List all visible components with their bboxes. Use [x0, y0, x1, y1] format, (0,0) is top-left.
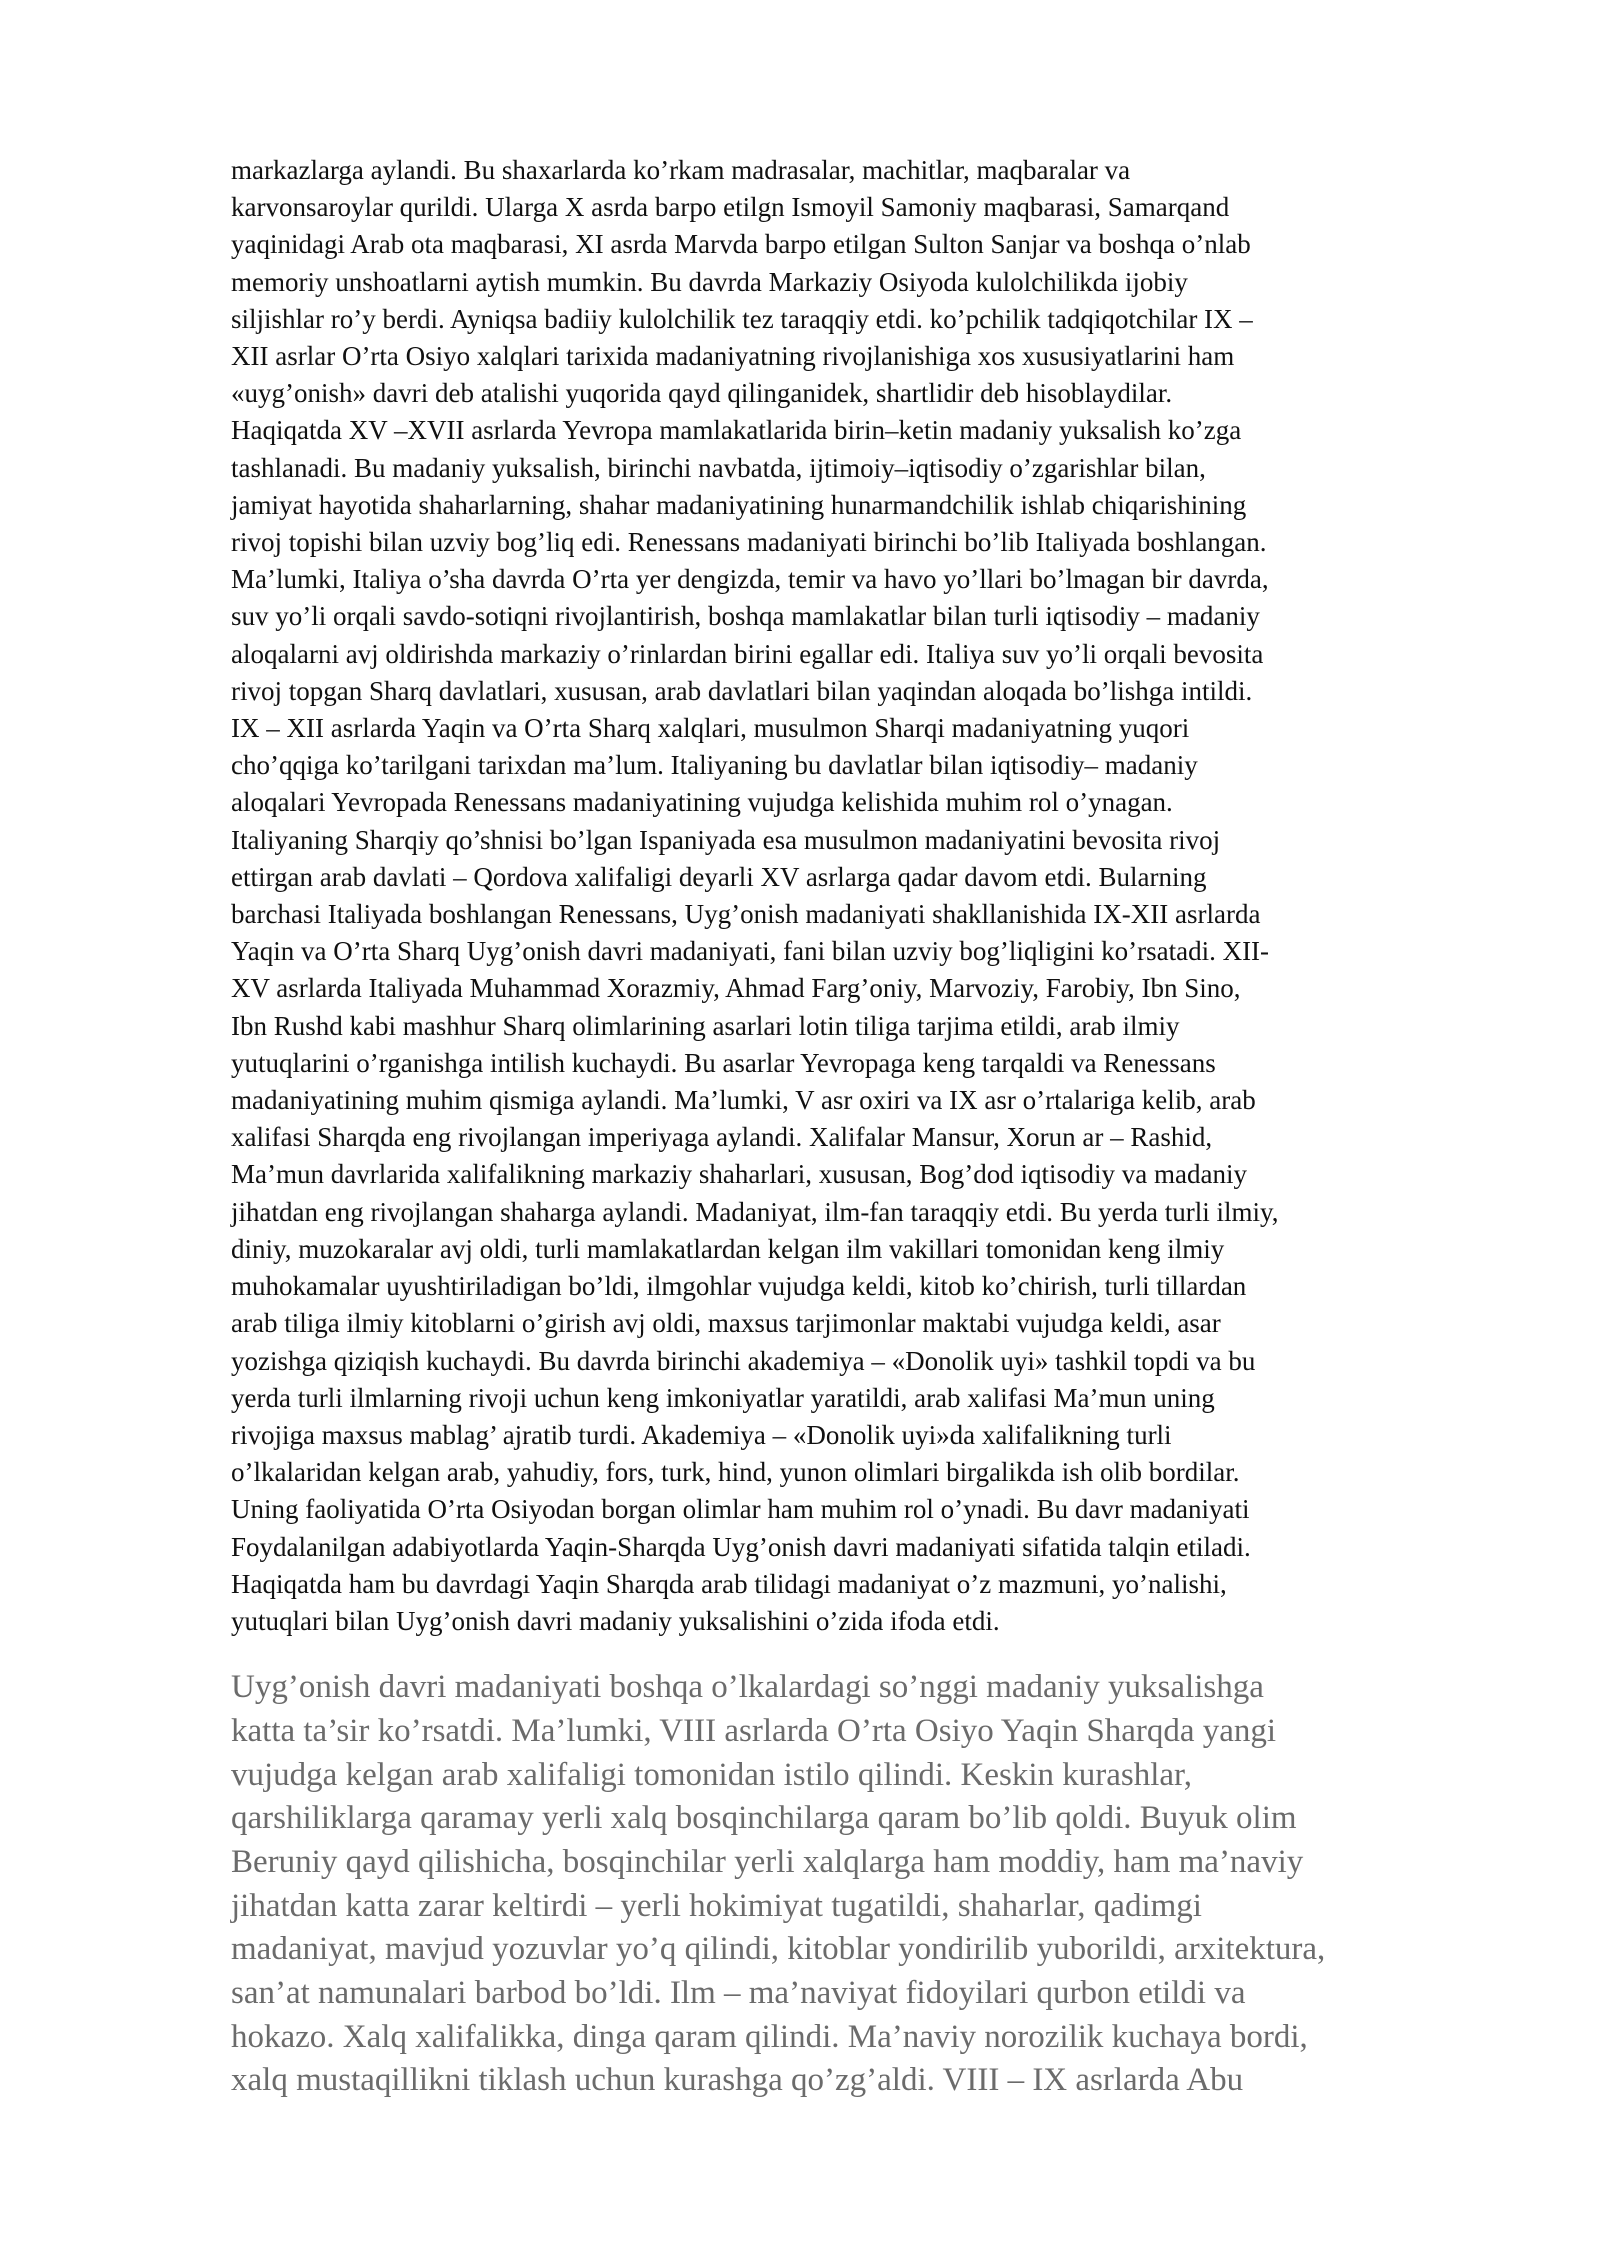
- text-line: qarshiliklarga qaramay yerli xalq bosqinchilarga qaram bo’lib qoldi. Buyuk olim: [231, 1800, 1297, 1837]
- text-line: muhokamalar uyushtiriladigan bo’ldi, ilmgohlar vujudga keldi, kitob ko’chirish, turli tillardan: [231, 1271, 1247, 1302]
- text-line: xalifasi Sharqda eng rivojlangan imperiyaga aylandi. Xalifalar Mansur, Xorun ar – Rashid,: [231, 1122, 1213, 1153]
- text-line: memoriy unshoatlarni aytish mumkin. Bu davrda Markaziy Osiyoda kulolchilikda ijobiy: [231, 266, 1188, 297]
- text-line: rivoj topishi bilan uzviy bog’liq edi. Renessans madaniyati birinchi bo’lib Italiyada boshlangan.: [231, 527, 1267, 558]
- text-line: tashlanadi. Bu madaniy yuksalish, birinchi navbatda, ijtimoiy–iqtisodiy o’zgarishlar bilan,: [231, 452, 1206, 483]
- text-line: cho’qqiga ko’tarilgani tarixdan ma’lum. Italiyaning bu davlatlar bilan iqtisodiy– madaniy: [231, 750, 1198, 781]
- text-line: Italiyaning Sharqiy qo’shnisi bo’lgan Ispaniyada esa musulmon madaniyatini bevosita rivoj: [231, 824, 1221, 855]
- text-line: yaqinidagi Arab ota maqbarasi, XI asrda Marvda barpo etilgan Sulton Sanjar va boshqa o’nlab: [231, 229, 1251, 260]
- text-line: katta ta’sir ko’rsatdi. Ma’lumki, VIII asrlarda O’rta Osiyo Yaqin Sharqda yangi: [231, 1712, 1277, 1749]
- text-line: karvonsaroylar qurildi. Ularga X asrda barpo etilgn Ismoyil Samoniy maqbarasi, Samarqand: [231, 192, 1230, 223]
- text-line: xalq mustaqillikni tiklash uchun kurashga qo’zg’aldi. VIII – IX asrlarda Abu: [231, 2062, 1244, 2099]
- text-line: yerda turli ilmlarning rivoji uchun keng imkoniyatlar yaratildi, arab xalifasi Ma’mun uning: [231, 1382, 1215, 1413]
- text-line: suv yo’li orqali savdo-sotiqni rivojlantirish, boshqa mamlakatlar bilan turli iqtisodiy – madaniy: [231, 601, 1260, 632]
- text-line: rivoj topgan Sharq davlatlari, xususan, arab davlatlari bilan yaqindan aloqada bo’lishga intildi.: [231, 675, 1253, 706]
- text-line: vujudga kelgan arab xalifaligi tomonidan istilo qilindi. Keskin kurashlar,: [231, 1756, 1192, 1793]
- text-line: Haqiqatda ham bu davrdagi Yaqin Sharqda arab tilidagi madaniyat o’z mazmuni, yo’nalishi,: [231, 1568, 1227, 1599]
- text-line: Uyg’onish davri madaniyati boshqa o’lkalardagi so’nggi madaniy yuksalishga: [231, 1669, 1264, 1706]
- text-line: madaniyatining muhim qismiga aylandi. Ma’lumki, V asr oxiri va IX asr o’rtalariga kelib, arab: [231, 1085, 1256, 1116]
- text-line: arab tiliga ilmiy kitoblarni o’girish avj oldi, maxsus tarjimonlar maktabi vujudga keldi, asar: [231, 1308, 1221, 1339]
- text-line: jihatdan eng rivojlangan shaharga aylandi. Madaniyat, ilm-fan taraqqiy etdi. Bu yerda turli ilmiy,: [231, 1196, 1279, 1227]
- text-line: XV asrlarda Italiyada Muhammad Xorazmiy, Ahmad Farg’oniy, Marvoziy, Farobiy, Ibn Sino,: [231, 973, 1241, 1004]
- text-line: Haqiqatda XV –XVII asrlarda Yevropa mamlakatlarida birin–ketin madaniy yuksalish ko’zga: [231, 415, 1242, 446]
- text-line: barchasi Italiyada boshlangan Renessans, Uyg’onish madaniyati shakllanishida IX-XII asrlarda: [231, 899, 1261, 930]
- body-paragraph: [231, 152, 1511, 1640]
- text-line: aloqalarni avj oldirishda markaziy o’rinlardan birini egallar edi. Italiya suv yo’li orqali bevosita: [231, 638, 1264, 669]
- text-line: markazlarga aylandi. Bu shaxarlarda ko’rkam madrasalar, machitlar, maqbaralar va: [231, 155, 1131, 185]
- grey-paragraph: [231, 1666, 1511, 2103]
- text-line: hokazo. Xalq xalifalikka, dinga qaram qilindi. Ma’naviy norozilik kuchaya bordi,: [231, 2018, 1308, 2055]
- text-line: ettirgan arab davlati – Qordova xalifaligi deyarli XV asrlarga qadar davom etdi. Bularning: [231, 861, 1207, 892]
- text-line: Yaqin va O’rta Sharq Uyg’onish davri madaniyati, fani bilan uzviy bog’liqligini ko’rsatadi. XII-: [231, 936, 1270, 967]
- document-page: [231, 152, 1511, 2103]
- text-line: «uyg’onish» davri deb atalishi yuqorida qayd qilinganidek, shartlidir deb hisoblaydilar.: [231, 378, 1173, 409]
- text-line: Uning faoliyatida O’rta Osiyodan borgan olimlar ham muhim rol o’ynadi. Bu davr madaniyati: [231, 1494, 1250, 1525]
- text-line: san’at namunalari barbod bo’ldi. Ilm – ma’naviyat fidoyilari qurbon etildi va: [231, 1975, 1246, 2012]
- text-line: rivojiga maxsus mablag’ ajratib turdi. Akademiya – «Donolik uyi»da xalifalikning turli: [231, 1419, 1172, 1450]
- text-line: madaniyat, mavjud yozuvlar yo’q qilindi, kitoblar yondirilib yuborildi, arxitektura,: [231, 1931, 1326, 1968]
- text-line: siljishlar ro’y berdi. Ayniqsa badiiy kulolchilik tez taraqqiy etdi. ko’pchilik tadqiqotchilar IX –: [231, 303, 1253, 334]
- text-line: Beruniy qayd qilishicha, bosqinchilar yerli xalqlarga ham moddiy, ham ma’naviy: [231, 1843, 1304, 1880]
- text-line: jihatdan katta zarar keltirdi – yerli hokimiyat tugatildi, shaharlar, qadimgi: [231, 1887, 1202, 1924]
- text-line: Ibn Rushd kabi mashhur Sharq olimlarining asarlari lotin tiliga tarjima etildi, arab ilmiy: [231, 1010, 1180, 1041]
- text-line: jamiyat hayotida shaharlarning, shahar madaniyatining hunarmandchilik ishlab chiqarishining: [231, 489, 1247, 520]
- text-line: yutuqlarini o’rganishga intilish kuchaydi. Bu asarlar Yevropaga keng tarqaldi va Renessans: [231, 1047, 1216, 1078]
- text-line: Foydalanilgan adabiyotlarda Yaqin-Sharqda Uyg’onish davri madaniyati sifatida talqin etiladi.: [231, 1531, 1251, 1562]
- text-line: yozishga qiziqish kuchaydi. Bu davrda birinchi akademiya – «Donolik uyi» tashkil topdi va bu: [231, 1345, 1256, 1376]
- text-line: Ma’mun davrlarida xalifalikning markaziy shaharlari, xususan, Bog’dod iqtisodiy va madaniy: [231, 1159, 1247, 1190]
- text-line: IX – XII asrlarda Yaqin va O’rta Sharq xalqlari, musulmon Sharqi madaniyatning yuqori: [231, 713, 1190, 744]
- text-line: Ma’lumki, Italiya o’sha davrda O’rta yer dengizda, temir va havo yo’llari bo’lmagan bir davrda,: [231, 564, 1269, 595]
- text-line: o’lkalaridan kelgan arab, yahudiy, fors, turk, hind, yunon olimlari birgalikda ish olib bordilar.: [231, 1457, 1240, 1488]
- text-line: XII asrlar O’rta Osiyo xalqlari tarixida madaniyatning rivojlanishiga xos xususiyatlarini ham: [231, 341, 1235, 372]
- text-line: diniy, muzokaralar avj oldi, turli mamlakatlardan kelgan ilm vakillari tomonidan keng ilmiy: [231, 1233, 1225, 1264]
- text-line: yutuqlari bilan Uyg’onish davri madaniy yuksalishini o’zida ifoda etdi.: [231, 1605, 1000, 1636]
- text-line: aloqalari Yevropada Renessans madaniyatining vujudga kelishida muhim rol o’ynagan.: [231, 787, 1173, 818]
